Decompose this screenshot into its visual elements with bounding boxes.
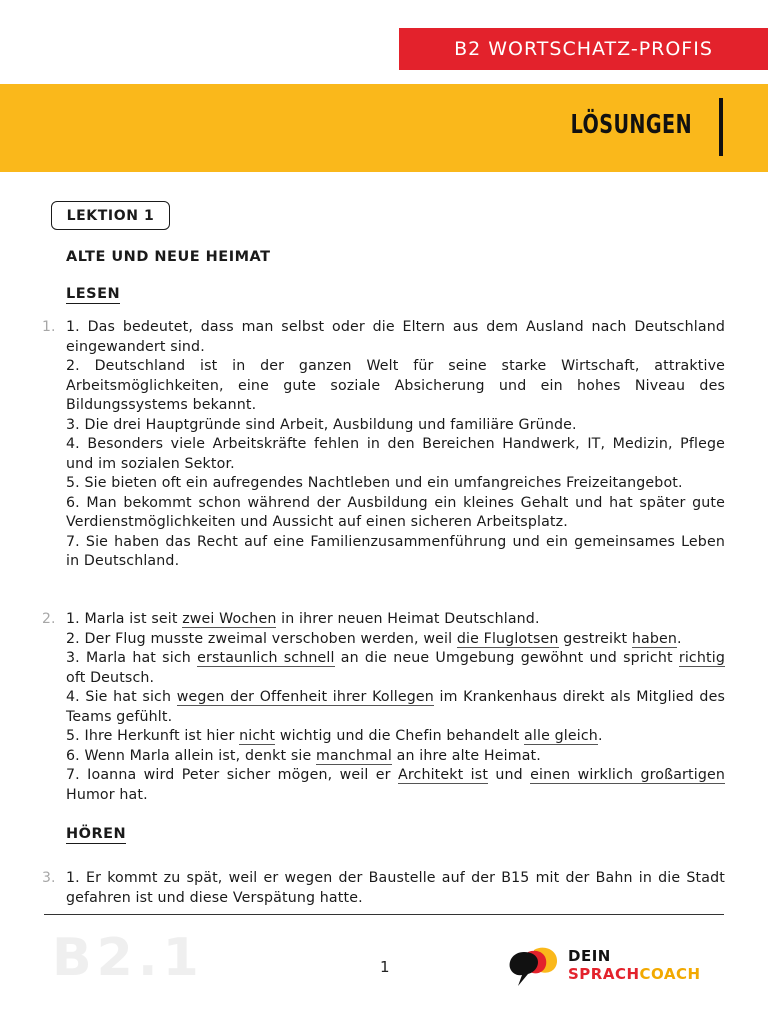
answer-item: 5. Sie bieten oft ein aufregendes Nachtleben und ein umfangreiches Freizeitangebot. <box>66 475 683 491</box>
section-heading-lesen: LESEN <box>66 286 121 302</box>
header-band <box>0 84 768 172</box>
answer-item: 2. Der Flug musste zweimal verschoben werden, weil die Fluglotsen gestreikt haben. <box>66 630 682 647</box>
lesson-title: ALTE UND NEUE HEIMAT <box>66 249 271 265</box>
task-number: 2. <box>42 611 56 627</box>
answer-highlight: einen wirklich großartigen <box>530 767 726 783</box>
answer-item: 6. Man bekommt schon während der Ausbildung ein kleines Gehalt und hat später gute Verdienstmöglichkeiten und Aussicht auf einen sicheren Arbeitsplatz. <box>66 494 725 530</box>
header-divider <box>719 98 723 156</box>
answer-item: 7. Ioanna wird Peter sicher mögen, weil er Architekt ist und einen wirklich großartigen Humor hat. <box>66 767 726 803</box>
answer-item: 7. Sie haben das Recht auf eine Familienzusammenführung und ein gemeinsames Leben in Deutschland. <box>66 533 725 569</box>
footer-divider <box>44 914 724 915</box>
logo-text-line1: DEIN <box>568 947 611 965</box>
task-1 <box>42 318 725 572</box>
task-number: 3. <box>42 870 56 886</box>
section-heading-hoeren: HÖREN <box>66 826 127 842</box>
page-title: LÖSUNGEN <box>570 110 692 140</box>
task-2 <box>42 610 726 805</box>
answer-highlight: die Fluglotsen <box>456 630 559 647</box>
task-number: 1. <box>42 319 56 335</box>
speech-bubble-logo-icon <box>508 940 560 988</box>
answer-highlight: zwei Wochen <box>182 611 277 627</box>
answer-highlight: nicht <box>239 728 276 744</box>
lesson-label: LEKTION 1 <box>51 201 170 230</box>
answer-item: 6. Wenn Marla allein ist, denkt sie manchmal an ihre alte Heimat. <box>66 747 541 764</box>
answer-highlight: alle gleich <box>524 728 598 744</box>
answer-item: 1. Marla ist seit zwei Wochen in ihrer neuen Heimat Deutschland. <box>66 611 540 627</box>
answer-item: 3. Marla hat sich erstaunlich schnell an die neue Umgebung gewöhnt und spricht richtig oft Deutsch. <box>66 650 725 686</box>
task-3 <box>42 869 725 908</box>
answer-item: 5. Ihre Herkunft ist hier nicht wichtig und die Chefin behandelt alle gleich. <box>66 728 603 744</box>
series-badge: B2 WORTSCHATZ-PROFIS <box>399 28 768 70</box>
answer-item: 2. Deutschland ist in der ganzen Welt für seine starke Wirtschaft, attraktive Arbeitsmöglichkeiten, eine gute soziale Absicherung und ein hohes Niveau des Bildungssystems bekannt. <box>66 358 725 413</box>
answer-highlight: manchmal <box>316 747 392 764</box>
answer-item: 4. Besonders viele Arbeitskräfte fehlen in den Bereichen Handwerk, IT, Medizin, Pflege und im sozialen Sektor. <box>66 436 725 472</box>
logo-text-line2: SPRACHCOACH <box>568 965 701 983</box>
answer-highlight: Architekt ist <box>397 767 489 783</box>
page-number: 1 <box>380 958 390 976</box>
answer-highlight: erstaunlich schnell <box>197 650 335 666</box>
answer-item: 1. Das bedeutet, dass man selbst oder die Eltern aus dem Ausland nach Deutschland eingewandert sind. <box>66 319 725 355</box>
answer-item: 4. Sie hat sich wegen der Offenheit ihrer Kollegen im Krankenhaus direkt als Mitglied des Teams gefühlt. <box>66 689 726 725</box>
answer-item: 3. Die drei Hauptgründe sind Arbeit, Ausbildung und familiäre Gründe. <box>66 416 577 433</box>
answer-highlight: richtig <box>678 650 725 666</box>
level-watermark: B2.1 <box>52 928 204 988</box>
answer-highlight: wegen der Offenheit ihrer Kollegen <box>176 689 434 705</box>
answer-highlight: haben <box>631 630 678 647</box>
answer-item: 1. Er kommt zu spät, weil er wegen der Baustelle auf der B15 mit der Bahn in die Stadt gefahren ist und diese Verspätung hatte. <box>66 870 725 906</box>
